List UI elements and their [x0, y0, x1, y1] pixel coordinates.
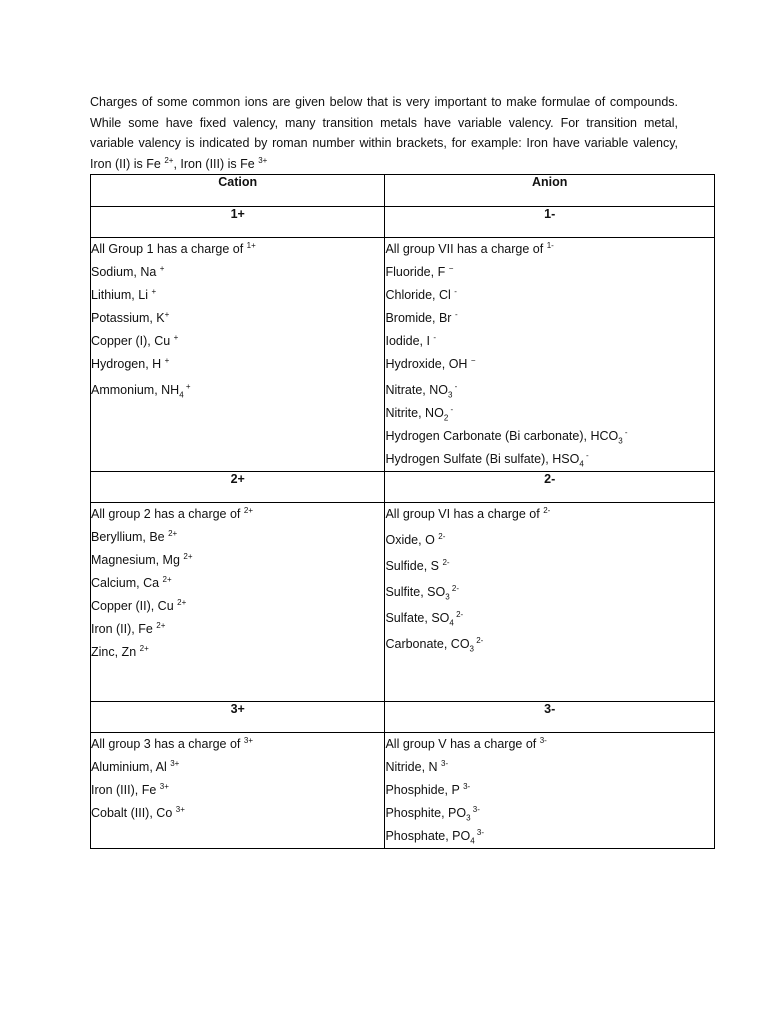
list-item: Sulfate, $SO_4$ $^{2-}$ [385, 609, 464, 628]
cation-header: Cation [91, 175, 385, 207]
ion-row-2 [91, 503, 715, 702]
intro-text-main: Charges of some common ions are given below that is very important to make formulae of compounds. While some have fixed valency, many transition metals have variable valency. For transition metal, variable valency is indicated by roman number within brackets, for example: Iron have variable valency, Iron (II) is Fe [90, 95, 678, 171]
ion-row-1 [91, 238, 715, 472]
list-item: Nitrite, $NO_2$ - [385, 404, 454, 423]
list-item: Ammonium, $NH_4$ + [91, 381, 191, 400]
list-item: All group VII has a charge of $^{1-}$ [385, 240, 554, 256]
list-item: Sulfite, $SO_3$ $^{2-}$ [385, 583, 460, 602]
list-item: Iron (III), Fe $^{3+}$ [91, 781, 169, 797]
list-item: Chloride, Cl - [385, 286, 457, 302]
list-item: All group V has a charge of $^{3-}$ [385, 735, 547, 751]
anion-header: Anion [385, 175, 715, 207]
intro-sup-iron-ii: 2+ [164, 155, 174, 165]
list-item: Copper (II), Cu $^{2+}$ [91, 597, 187, 613]
anion-list-1 [385, 238, 715, 472]
cation-charge-3: 3+ [91, 702, 385, 733]
cation-list-3 [91, 733, 385, 849]
list-item: Bromide, Br - [385, 309, 458, 325]
anion-list-2 [385, 503, 715, 702]
charge-row-3 [91, 702, 715, 733]
list-item: Hydrogen Carbonate (Bi carbonate), $HCO_3$ - [385, 427, 628, 446]
list-item: Copper (I), Cu + [91, 332, 179, 348]
list-item: Magnesium, Mg $^{2+}$ [91, 551, 193, 567]
list-item: Fluoride, F − [385, 263, 454, 279]
list-item: Iron (II), Fe $^{2+}$ [91, 620, 166, 636]
charge-row-2 [91, 472, 715, 503]
anion-charge-3: 3- [385, 702, 715, 733]
intro-text-mid: , Iron (III) is Fe [173, 156, 259, 171]
list-item: Beryllium, Be $^{2+}$ [91, 528, 178, 544]
list-item: Phosphide, P $^{3-}$ [385, 781, 471, 797]
list-item: All group 3 has a charge of $^{3+}$ [91, 735, 253, 751]
list-item: Iodide, I - [385, 332, 437, 348]
list-item: All group VI has a charge of $^{2-}$ [385, 505, 551, 521]
cation-charge-1: 1+ [91, 207, 385, 238]
anion-charge-1: 1- [385, 207, 715, 238]
table-header-row [91, 175, 715, 207]
list-item: Zinc, Zn $^{2+}$ [91, 643, 149, 659]
list-item: Lithium, Li + [91, 286, 157, 302]
intro-sup-iron-iii: 3+ [258, 155, 268, 165]
list-item: Nitrate, $NO_3$ - [385, 381, 458, 400]
cation-charge-2: 2+ [91, 472, 385, 503]
intro-paragraph [90, 92, 678, 174]
ion-charges-table [90, 174, 715, 849]
anion-list-3 [385, 733, 715, 849]
intro-text [90, 92, 678, 174]
list-item: All Group 1 has a charge of $^{1+}$ [91, 240, 256, 256]
list-item: Potassium, K+ [91, 309, 170, 325]
list-item: Aluminium, Al $^{3+}$ [91, 758, 180, 774]
list-item: All group 2 has a charge of $^{2+}$ [91, 505, 253, 521]
list-item: Oxide, O $^{2-}$ [385, 531, 446, 547]
list-item: Calcium, Ca $^{2+}$ [91, 574, 172, 590]
charge-row-1 [91, 207, 715, 238]
cation-list-1 [91, 238, 385, 472]
list-item: Carbonate, $CO_3$ $^{2-}$ [385, 635, 484, 654]
list-item: Cobalt (III), Co $^{3+}$ [91, 804, 185, 820]
list-item: Nitride, N $^{3-}$ [385, 758, 449, 774]
list-item: Phosphate, $PO_4$ $^{3-}$ [385, 827, 485, 846]
list-item: Sulfide, S $^{2-}$ [385, 557, 450, 573]
cation-list-2 [91, 503, 385, 702]
list-item: Sodium, Na + [91, 263, 165, 279]
list-item: Hydrogen Sulfate (Bi sulfate), $HSO_4$ - [385, 450, 589, 469]
list-item: Hydroxide, OH − [385, 355, 476, 371]
list-item: Hydrogen, H + [91, 355, 170, 371]
ion-row-3 [91, 733, 715, 849]
list-item: Phosphite, $PO_3$ $^{3-}$ [385, 804, 480, 823]
anion-charge-2: 2- [385, 472, 715, 503]
